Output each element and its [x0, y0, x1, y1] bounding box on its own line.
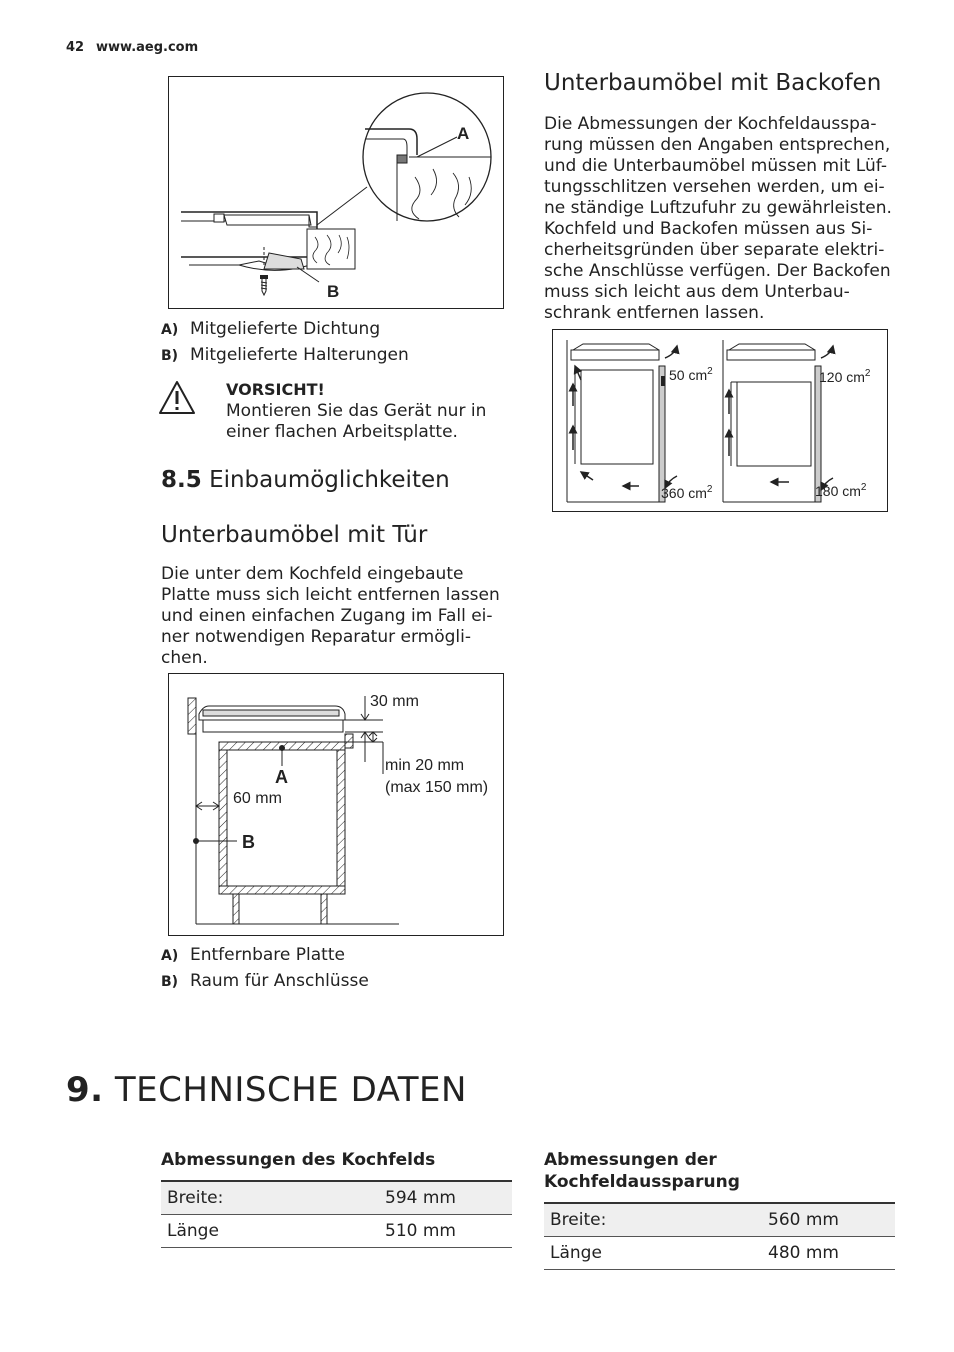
warning-text: Montieren Sie das Gerät nur in einer flachen Arbeitsplatte.: [226, 401, 487, 442]
header-url: www.aeg.com: [96, 40, 199, 55]
vent-right-bottom: 180 $cm^2$: [815, 482, 867, 499]
dim-min-20mm: min 20 mm: [385, 757, 465, 774]
vent-left-top: 50 $cm^2$: [669, 366, 713, 383]
figure2-caption-b: B) Raum für Anschlüsse: [161, 971, 369, 991]
table-row: Länge 480 mm: [544, 1237, 895, 1270]
chapter-heading: 9. TECHNISCHE DATEN: [66, 1070, 467, 1110]
figure1-label-b: B: [327, 282, 340, 301]
dim-30mm: 30 mm: [370, 693, 419, 710]
figure1-label-a: A: [457, 124, 470, 143]
door-paragraph: Die unter dem Kochfeld eingebaute Platte muss sich leicht entfernen lassen und einen einfachen Zugang im Fall ei- ner notwendigen Reparatur ermögli- chen.: [161, 564, 500, 668]
table-row: Breite: 560 mm: [544, 1203, 895, 1237]
hob-dimensions-table: [161, 1180, 512, 1248]
removable-panel-figure: [168, 673, 504, 936]
figure1-caption-a: A) Mitgelieferte Dichtung: [161, 319, 381, 339]
page-number: 42: [66, 40, 85, 55]
subheading-door: Unterbaumöbel mit Tür: [161, 522, 428, 548]
vent-left-bottom: 360 $cm^2$: [661, 484, 713, 501]
cutout-dimensions-title: Abmessungen der Kochfeldaussparung: [544, 1150, 740, 1192]
oven-paragraph: Die Abmessungen der Kochfeldausspa- rung müssen den Angaben entsprechen, und die Unterbaumöbel müssen mit Lüf- tungsschlitzen versehen werden, um ei- ne ständige Luftzufuhr zu gewährleisten. Kochfeld und Backofen müssen aus Si- cherheitsgründen über separate elektri- sche Anschlüsse verfügen. Der Backofen muss sich leicht aus dem Unterbau- schrank entfernen lassen.: [544, 114, 892, 323]
subheading-oven: Unterbaumöbel mit Backofen: [544, 70, 882, 96]
figure2-label-a: A: [275, 767, 288, 787]
hob-dimensions-title: Abmessungen des Kochfelds: [161, 1150, 436, 1170]
cutout-dimensions-table: [544, 1202, 895, 1270]
table-row: Breite: 594 mm: [161, 1181, 512, 1215]
dim-max-150mm: (max 150 mm): [385, 779, 489, 796]
figure2-caption-a: A) Entfernbare Platte: [161, 945, 345, 965]
section-heading: 8.5 Einbaumöglichkeiten: [161, 467, 450, 493]
vent-right-top: 120 $cm^2$: [819, 368, 871, 385]
ventilation-figure: [552, 329, 888, 512]
figure2-label-b: B: [242, 832, 255, 852]
dim-60mm: 60 mm: [233, 790, 282, 807]
warning-title: VORSICHT!: [226, 380, 325, 399]
table-row: Länge 510 mm: [161, 1215, 512, 1248]
seal-bracket-figure: [168, 76, 504, 309]
warning-triangle-icon: [158, 380, 196, 416]
figure1-caption-b: B) Mitgelieferte Halterungen: [161, 345, 409, 365]
